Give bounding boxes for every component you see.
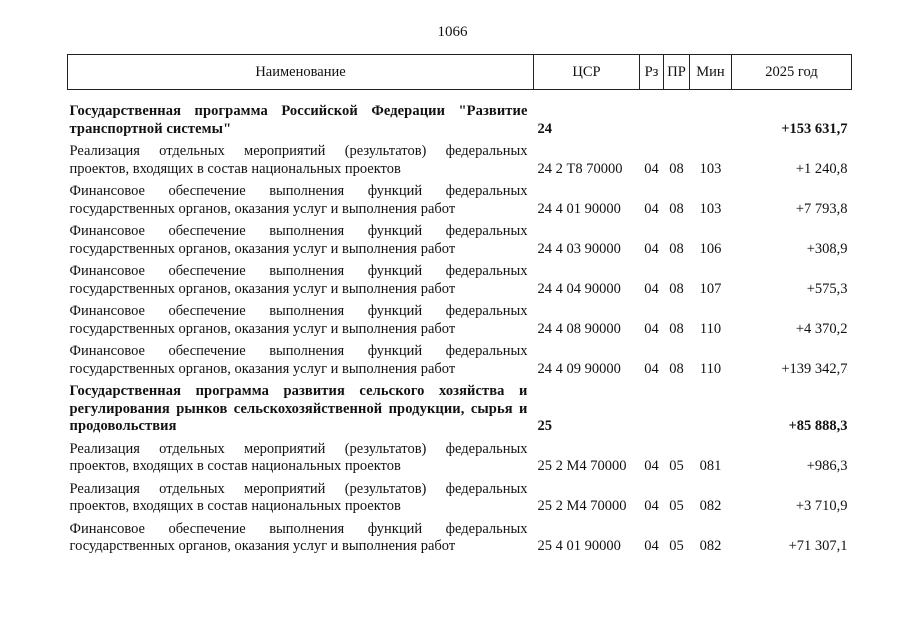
header-name: Наименование bbox=[68, 55, 534, 90]
header-rz: Рз bbox=[640, 55, 664, 90]
row-min: 082 bbox=[699, 538, 722, 554]
row-csr: 24 2 Т8 70000 bbox=[537, 160, 623, 177]
row-amount: +308,9 bbox=[806, 240, 848, 257]
row-name: Финансовое обеспечение выполнения функций федеральных государственных органов, оказания услуг и выполнения работ bbox=[69, 263, 528, 297]
row-rz: 04 bbox=[644, 360, 659, 377]
row-csr: 24 4 09 90000 bbox=[537, 360, 621, 377]
row-pr: 08 bbox=[669, 200, 684, 217]
table-body bbox=[68, 90, 852, 561]
page-number: 1066 bbox=[437, 24, 468, 40]
row-csr: 24 4 08 90000 bbox=[537, 320, 621, 337]
row-csr: 25 bbox=[537, 418, 552, 434]
row-rz: 04 bbox=[644, 538, 659, 554]
row-min: 081 bbox=[699, 458, 722, 474]
row-name: Реализация отдельных мероприятий (результатов) федеральных проектов, входящих в состав национальных проектов bbox=[69, 143, 528, 177]
row-csr: 24 bbox=[537, 120, 552, 137]
header-pr: ПР bbox=[664, 55, 690, 90]
row-min bbox=[690, 103, 732, 143]
row-pr bbox=[664, 383, 690, 441]
row-min: 110 bbox=[699, 360, 722, 377]
row-csr: 25 2 М4 70000 bbox=[537, 498, 627, 514]
row-pr: 08 bbox=[669, 360, 684, 377]
row-amount: +7 793,8 bbox=[795, 200, 848, 217]
row-min: 103 bbox=[699, 160, 722, 177]
row-amount: +4 370,2 bbox=[795, 320, 848, 337]
table-row bbox=[68, 303, 852, 343]
row-amount: +139 342,7 bbox=[781, 360, 848, 377]
table-row bbox=[68, 441, 852, 481]
row-min: 107 bbox=[699, 280, 722, 297]
row-amount: +575,3 bbox=[806, 280, 848, 297]
row-min: 082 bbox=[699, 498, 722, 514]
header-csr: ЦСР bbox=[534, 55, 640, 90]
table-row bbox=[68, 143, 852, 183]
row-rz: 04 bbox=[644, 280, 659, 297]
row-name: Финансовое обеспечение выполнения функций федеральных государственных органов, оказания услуг и выполнения работ bbox=[69, 520, 528, 554]
row-name: Финансовое обеспечение выполнения функций федеральных государственных органов, оказания услуг и выполнения работ bbox=[69, 183, 528, 217]
table-header-row bbox=[68, 55, 852, 90]
row-amount: +85 888,3 bbox=[788, 418, 848, 434]
row-min: 103 bbox=[699, 200, 722, 217]
row-pr: 08 bbox=[669, 160, 684, 177]
row-csr: 24 4 04 90000 bbox=[537, 280, 621, 297]
row-amount: +986,3 bbox=[806, 458, 848, 474]
row-pr: 05 bbox=[669, 458, 684, 474]
row-rz bbox=[640, 383, 664, 441]
row-name: Финансовое обеспечение выполнения функций федеральных государственных органов, оказания услуг и выполнения работ bbox=[69, 303, 528, 337]
row-amount: +1 240,8 bbox=[795, 160, 848, 177]
row-rz: 04 bbox=[644, 458, 659, 474]
row-pr: 08 bbox=[669, 240, 684, 257]
row-rz bbox=[640, 103, 664, 143]
row-amount: +71 307,1 bbox=[788, 538, 848, 554]
row-min: 110 bbox=[699, 320, 722, 337]
table-row bbox=[68, 343, 852, 383]
row-csr: 24 4 03 90000 bbox=[537, 240, 621, 257]
row-rz: 04 bbox=[644, 498, 659, 514]
row-name: Реализация отдельных мероприятий (результатов) федеральных проектов, входящих в состав национальных проектов bbox=[69, 440, 528, 474]
row-name: Государственная программа развития сельского хозяйства и регулирования рынков сельскохозяйственной продукции, сырья и продовольствия bbox=[69, 383, 528, 434]
table-row bbox=[68, 263, 852, 303]
program-row bbox=[68, 103, 852, 143]
row-pr bbox=[664, 103, 690, 143]
row-name: Государственная программа Российской Федерации "Развитие транспортной системы" bbox=[69, 103, 528, 137]
budget-table bbox=[67, 54, 852, 561]
header-min: Мин bbox=[690, 55, 732, 90]
row-min bbox=[690, 383, 732, 441]
program-row bbox=[68, 383, 852, 441]
row-min: 106 bbox=[699, 240, 722, 257]
row-name: Реализация отдельных мероприятий (результатов) федеральных проектов, входящих в состав национальных проектов bbox=[69, 480, 528, 514]
row-rz: 04 bbox=[644, 320, 659, 337]
row-amount: +153 631,7 bbox=[781, 120, 848, 137]
table-row bbox=[68, 183, 852, 223]
header-year: 2025 год bbox=[732, 55, 852, 90]
table-row bbox=[68, 481, 852, 521]
row-rz: 04 bbox=[644, 200, 659, 217]
row-csr: 25 2 М4 70000 bbox=[537, 458, 627, 474]
row-amount: +3 710,9 bbox=[795, 498, 848, 514]
row-name: Финансовое обеспечение выполнения функций федеральных государственных органов, оказания услуг и выполнения работ bbox=[69, 223, 528, 257]
table-row bbox=[68, 223, 852, 263]
table-row bbox=[68, 521, 852, 561]
row-pr: 05 bbox=[669, 538, 684, 554]
row-name: Финансовое обеспечение выполнения функций федеральных государственных органов, оказания услуг и выполнения работ bbox=[69, 343, 528, 377]
row-pr: 05 bbox=[669, 498, 684, 514]
row-csr: 25 4 01 90000 bbox=[537, 538, 621, 554]
row-rz: 04 bbox=[644, 240, 659, 257]
row-csr: 24 4 01 90000 bbox=[537, 200, 621, 217]
row-pr: 08 bbox=[669, 280, 684, 297]
row-rz: 04 bbox=[644, 160, 659, 177]
row-pr: 08 bbox=[669, 320, 684, 337]
